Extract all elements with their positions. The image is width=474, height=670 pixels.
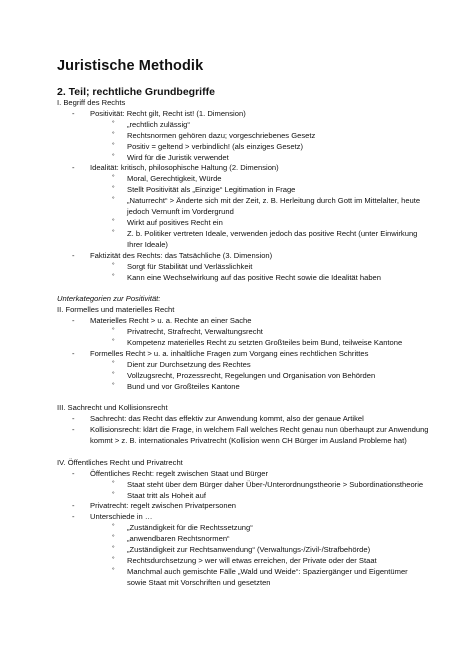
circle-bullet: ° [112, 566, 115, 574]
circle-bullet: ° [112, 327, 115, 335]
list-item-text: Sorgt für Stabilität und Verlässlichkeit [127, 261, 253, 271]
circle-bullet: ° [112, 337, 115, 345]
list-item-text: Stellt Positivität als „Einzige“ Legitimation in Frage [127, 185, 296, 195]
list-item [57, 480, 429, 491]
list-item-text: Unterschiede in … [90, 512, 153, 522]
heading-begriff-des-rechts: I. Begriff des Rechts [57, 98, 126, 107]
dash-marker: - [72, 425, 75, 435]
list-item-text: Bund und vor Großteiles Kantone [127, 381, 240, 391]
list-item [57, 349, 429, 360]
list-item-text: Rechtsnormen gehören dazu; vorgeschriebenes Gesetz [127, 130, 316, 140]
dash-marker: - [72, 250, 75, 260]
list-item-text: Vollzugsrecht, Prozessrecht, Regelungen und Organisation von Behörden [127, 370, 376, 380]
list-item [57, 327, 429, 338]
circle-bullet: ° [112, 130, 115, 138]
circle-bullet: ° [112, 370, 115, 378]
list-item-text: Manchmal auch gemischte Fälle „Wald und Weide“: Spaziergänger und Eigentümer sowie Staat mit Vorschriften und gesetzten [127, 566, 408, 587]
list-item [57, 414, 429, 425]
spacer [57, 283, 429, 294]
spacer [57, 447, 429, 458]
list-item-text: Staat tritt als Hoheit auf [127, 490, 206, 500]
list-item-text: „Zuständigkeit zur Rechtsanwendung“ (Verwaltungs-/Zivil-/Strafbehörde) [127, 545, 371, 555]
heading-oeffentliches-privatrecht: IV. Öffentliches Recht und Privatrecht [57, 457, 183, 467]
list-item [57, 567, 429, 589]
list-item [57, 556, 429, 567]
circle-bullet: ° [112, 381, 115, 389]
list-item [57, 491, 429, 502]
list-item [57, 174, 429, 185]
spacer [57, 392, 429, 403]
dash-marker: - [72, 316, 75, 326]
list-item-text: Sachrecht: das Recht das effektiv zur Anwendung kommt, also der genaue Artikel [90, 414, 364, 424]
circle-bullet: ° [112, 185, 115, 193]
circle-bullet: ° [112, 261, 115, 269]
list-item-text: Öffentliches Recht: regelt zwischen Staat und Bürger [90, 468, 268, 478]
circle-bullet: ° [112, 545, 115, 553]
list-item-text: Staat steht über dem Bürger daher Über-/Unterordnungstheorie > Subordinationstheorie [127, 479, 424, 489]
list-item [57, 153, 429, 164]
list-item [57, 316, 429, 327]
list-item [57, 229, 429, 251]
heading-formelles-materielles-recht: II. Formelles und materielles Recht [57, 305, 175, 315]
circle-bullet: ° [112, 523, 115, 531]
list-item-text: „Naturrecht“ > Änderte sich mit der Zeit, z. B. Herleitung durch Gott im Mittelalter, heute jedoch Vernunft im Vordergrund [127, 196, 421, 217]
list-item-text: Kompetenz materielles Recht zu setzten Großteiles beim Bund, teilweise Kantone [127, 337, 403, 347]
list-item-text: Rechtsdurchsetzung > wer will etwas erreichen, der Private oder der Staat [127, 556, 377, 566]
list-item-text: Kann eine Wechselwirkung auf das positive Recht sowie die Idealität haben [127, 272, 381, 282]
heading-sachrecht-kollisionsrecht: III. Sachrecht und Kollisionsrecht [57, 403, 168, 413]
list-item [57, 534, 429, 545]
list-item [57, 501, 429, 512]
document-title: Juristische Methodik [57, 58, 204, 74]
dash-marker: - [72, 108, 75, 118]
list-item-text: Privatrecht: regelt zwischen Privatpersonen [90, 501, 237, 511]
circle-bullet: ° [112, 217, 115, 225]
list-item [57, 163, 429, 174]
circle-bullet: ° [112, 479, 115, 487]
list-item-text: Wirkt auf positives Recht ein [127, 217, 223, 227]
document-body [57, 98, 429, 589]
circle-bullet: ° [112, 556, 115, 564]
circle-bullet: ° [112, 534, 115, 542]
circle-bullet: ° [112, 119, 115, 127]
circle-bullet: ° [112, 152, 115, 160]
circle-bullet: ° [112, 359, 115, 367]
list-item [57, 120, 429, 131]
dash-marker: - [72, 414, 75, 424]
circle-bullet: ° [112, 228, 115, 236]
list-item [57, 218, 429, 229]
list-item [57, 273, 429, 284]
list-item [57, 382, 429, 393]
list-item [57, 523, 429, 534]
circle-bullet: ° [112, 174, 115, 182]
circle-bullet: ° [112, 490, 115, 498]
list-item [57, 131, 429, 142]
list-item-text: Privatrecht, Strafrecht, Verwaltungsrecht [127, 327, 263, 337]
list-item-text: Formelles Recht > u. a. inhaltliche Fragen zum Vorgang eines rechtlichen Schrittes [90, 348, 369, 358]
section-heading: 2. Teil; rechtliche Grundbegriffe [57, 86, 215, 98]
list-item-text: Z. b. Politiker vertreten Ideale, verwenden jedoch das positive Recht (unter Einwirkung Ihrer Ideale) [127, 228, 418, 249]
list-item-text: Idealität: kritisch, philosophische Haltung (2. Dimension) [90, 163, 279, 173]
list-item-text: Materielles Recht > u. a. Rechte an einer Sache [90, 316, 252, 326]
list-item-text: Positivität: Recht gilt, Recht ist! (1. Dimension) [90, 108, 246, 118]
list-item-text: Moral, Gerechtigkeit, Würde [127, 174, 222, 184]
list-item [57, 251, 429, 262]
list-item-text: „Zuständigkeit für die Rechtssetzung“ [127, 523, 253, 533]
circle-bullet: ° [112, 196, 115, 204]
list-item [57, 338, 429, 349]
list-item [57, 425, 429, 447]
list-item [57, 469, 429, 480]
subcategory-heading: Unterkategorien zur Positivität: [57, 294, 161, 304]
dash-marker: - [72, 468, 75, 478]
list-item [57, 371, 429, 382]
list-item [57, 185, 429, 196]
list-item-text: Positiv = geltend > verbindlich! (als einziges Gesetz) [127, 141, 304, 151]
list-item [57, 196, 429, 218]
circle-bullet: ° [112, 141, 115, 149]
circle-bullet: ° [112, 272, 115, 280]
list-item-text: „rechtlich zulässig“ [127, 119, 190, 129]
list-item-text: „anwendbaren Rechtsnormen“ [127, 534, 230, 544]
list-item-text: Wird für die Juristik verwendet [127, 152, 229, 162]
list-item [57, 512, 429, 523]
list-item [57, 360, 429, 371]
list-item [57, 262, 429, 273]
list-item-text: Kollisionsrecht: klärt die Frage, in welchem Fall welches Recht genau nun überhaupt zur Anwendung kommt > z. B. internationales Privatrecht (Kollision wenn CH Bürger im Ausland Probleme hat) [90, 425, 429, 446]
list-item-text: Faktizität des Rechts: das Tatsächliche (3. Dimension) [90, 250, 273, 260]
dash-marker: - [72, 501, 75, 511]
dash-marker: - [72, 163, 75, 173]
dash-marker: - [72, 512, 75, 522]
list-item [57, 142, 429, 153]
list-item [57, 545, 429, 556]
dash-marker: - [72, 348, 75, 358]
list-item-text: Dient zur Durchsetzung des Rechtes [127, 359, 251, 369]
list-item [57, 109, 429, 120]
